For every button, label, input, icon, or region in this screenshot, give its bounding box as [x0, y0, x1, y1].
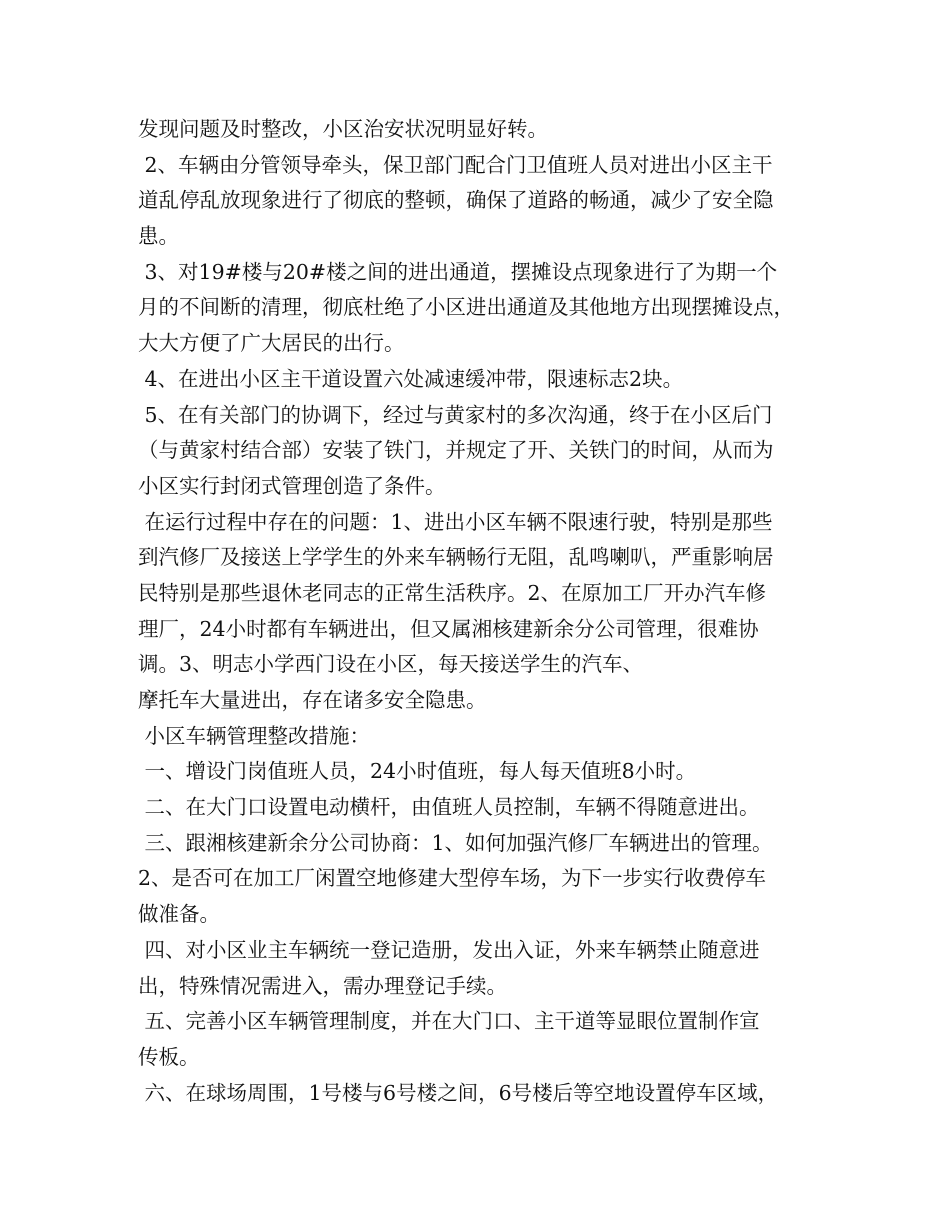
text-line: 小区实行封闭式管理创造了条件。 — [138, 473, 446, 498]
text-line: （与黄家村结合部）安装了铁门，并规定了开、关铁门的时间，从而为 — [138, 438, 774, 463]
text-line: 出，特殊情况需进入，需办理登记手续。 — [138, 973, 507, 998]
text-line: 月的不间断的清理，彻底杜绝了小区进出通道及其他地方出现摆摊设点， — [138, 295, 794, 320]
text-line: 摩托车大量进出，存在诸多安全隐患。 — [138, 688, 487, 712]
text-line: 发现问题及时整改，小区治安状况明显好转。 — [138, 117, 548, 141]
text-line: 传板。 — [138, 1044, 200, 1069]
text-line: 道乱停乱放现象进行了彻底的整顿，确保了道路的畅通，减少了安全隐 — [138, 188, 774, 213]
text-line: 一、增设门岗值班人员，24小时值班，每人每天值班8小时。 — [138, 759, 697, 784]
text-line: 在运行过程中存在的问题：1、进出小区车辆不限速行驶，特别是那些 — [138, 509, 773, 534]
text-line: 调。3、明志小学西门设在小区，每天接送学生的汽车、 — [138, 652, 644, 677]
text-line: 六、在球场周围，1号楼与6号楼之间，6号楼后等空地设置停车区域， — [138, 1080, 779, 1105]
text-line: 民特别是那些退休老同志的正常生活秩序。2、在原加工厂开办汽车修 — [138, 580, 767, 605]
text-line: 小区车辆管理整改措施： — [138, 723, 371, 748]
text-line: 理厂，24小时都有车辆进出，但又属湘核建新余分公司管理，很难协 — [138, 616, 759, 641]
text-line: 四、对小区业主车辆统一登记造册，发出入证，外来车辆禁止随意进 — [138, 937, 760, 962]
text-line: 三、跟湘核建新余分公司协商：1、如何加强汽修厂车辆进出的管理。 — [138, 830, 773, 855]
text-line: 2、车辆由分管领导牵头，保卫部门配合门卫值班人员对进出小区主干 — [138, 152, 773, 177]
text-line: 5、在有关部门的协调下，经过与黄家村的多次沟通，终于在小区后门 — [138, 402, 773, 427]
document-body — [138, 112, 828, 1111]
text-line: 二、在大门口设置电动横杆，由值班人员控制，车辆不得随意进出。 — [138, 795, 760, 820]
text-line: 4、在进出小区主干道设置六处减速缓冲带，限速标志2块。 — [138, 366, 684, 391]
text-line: 做准备。 — [138, 902, 220, 927]
text-line: 3、对19#楼与20#楼之间的进出通道，摆摊设点现象进行了为期一个 — [138, 259, 778, 284]
text-line: 到汽修厂及接送上学学生的外来车辆畅行无阻，乱鸣喇叭，严重影响居 — [138, 545, 774, 570]
text-line: 2、是否可在加工厂闲置空地修建大型停车场，为下一步实行收费停车 — [138, 866, 767, 891]
text-line: 五、完善小区车辆管理制度，并在大门口、主干道等显眼位置制作宣 — [138, 1009, 760, 1034]
text-line: 大大方便了广大居民的出行。 — [138, 331, 405, 356]
text-line: 患。 — [138, 224, 179, 249]
